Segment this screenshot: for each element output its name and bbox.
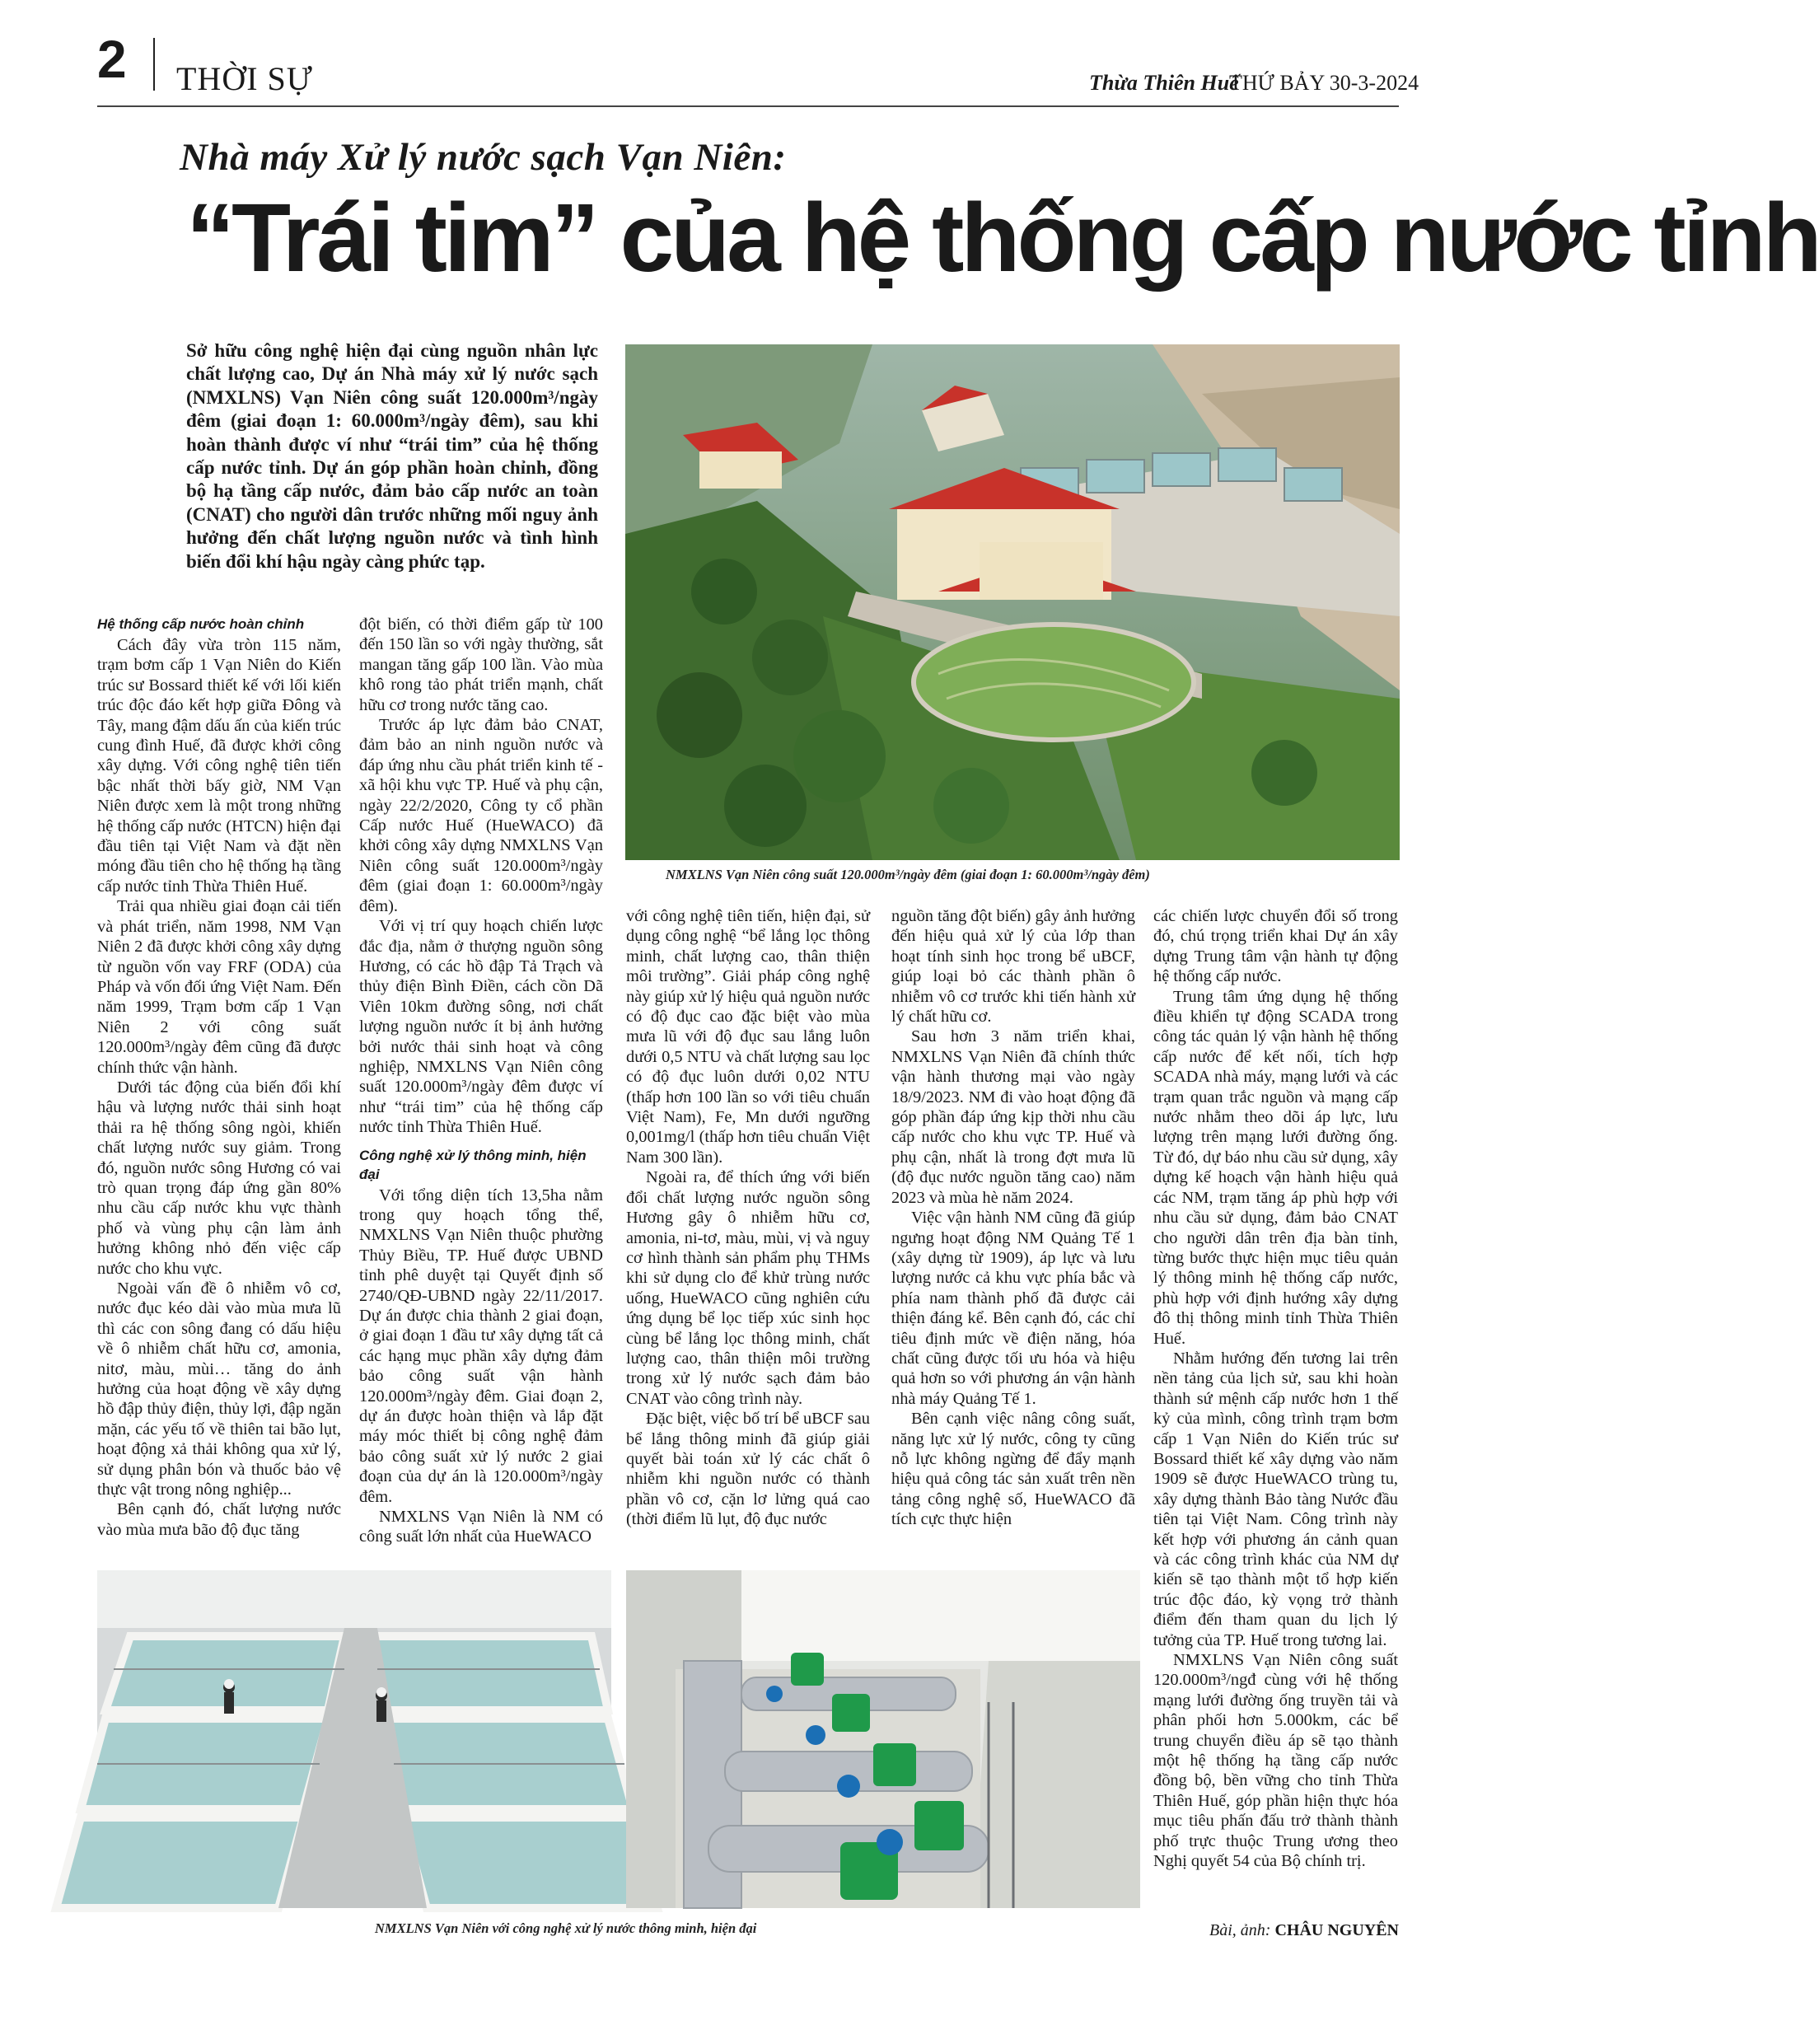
subheading-smart-technology: Công nghệ xử lý thông minh, hiện đại [359, 1147, 587, 1182]
byline [1209, 1921, 1399, 1940]
header-rule [97, 105, 1399, 107]
article-column-5 [1153, 906, 1398, 1872]
header-divider [153, 38, 155, 91]
paragraph: nguồn tăng đột biến) gây ảnh hưởng đến hiệu quả xử lý của lớp than hoạt tính sinh học trong bể uBCF, giúp loại bỏ các thành phần ô nhiễm vô cơ trước khi tiến hành xử lý chất hữu cơ. [891, 907, 1135, 1027]
pump-room-illustration [626, 1570, 1140, 1908]
paragraph: đột biến, có thời điểm gấp từ 100 đến 150 lần so với ngày thường, sắt mangan tăng gấp 100 lần. Vào mùa khô rong tảo phát triển mạnh, chất hữu cơ trong nước tăng cao. [359, 615, 603, 714]
byline-prefix: Bài, ảnh: [1209, 1921, 1271, 1939]
paragraph: Cách đây vừa tròn 115 năm, trạm bơm cấp 1 Vạn Niên do Kiến trúc sư Bossard thiết kế với lối kiến trúc độc đáo kết hợp giữa Đông và Tây, mang đậm dấu ấn của kiến trúc cung đình Huế, đã được khởi công xây dựng. Với công nghệ tiên tiến bậc nhất thời bấy giờ, NM Vạn Niên được xem là một trong những hệ thống cấp nước (HTCN) hiện đại đầu tiên tại Việt Nam và đặt nền móng đầu tiên cho hệ thống hạ tầng cấp nước tỉnh Thừa Thiên Huế. [97, 636, 341, 896]
paragraph: Với tổng diện tích 13,5ha nằm trong quy hoạch tổng thể, NMXLNS Vạn Niên thuộc phường Thủy Biều, TP. Huế được UBND tỉnh phê duyệt tại Quyết định số 2740/QĐ-UBND ngày 22/11/2017. Dự án được chia thành 2 giai đoạn, ở giai đoạn 1 đầu tư xây dựng tất cả các hạng mục phần xây dựng đảm bảo công suất vận hành 120.000m³/ngày đêm. Giai đoạn 2, dự án được hoàn thiện và lắp đặt máy móc thiết bị công nghệ đảm bảo công suất xử lý nước 2 giai đoạn của dự án là 120.000m³/ngày đêm. [359, 1186, 603, 1506]
paragraph: Trước áp lực đảm bảo CNAT, đảm bảo an ninh nguồn nước và đáp ứng nhu cầu phát triển kinh tế - xã hội khu vực TP. Huế và phụ cận, ngày 22/2/2020, Công ty cổ phần Cấp nước Huế (HueWACO) đã khởi công xây dựng NMXLNS Vạn Niên công suất 120.000m³/ngày đêm (giai đoạn 1: 60.000m³/ngày đêm). [359, 716, 603, 915]
hero-photo-caption: NMXLNS Vạn Niên công suất 120.000m³/ngày đêm (giai đoạn 1: 60.000m³/ngày đêm) [666, 867, 1150, 882]
article-column-2 [359, 615, 603, 1547]
paragraph: các chiến lược chuyển đổi số trong đó, chú trọng triển khai Dự án xây dựng Trung tâm vận hành tự động hệ thống cấp nước. [1153, 907, 1398, 986]
photo-filtration-tanks [97, 1570, 611, 1908]
paragraph: Sau hơn 3 năm triển khai, NMXLNS Vạn Niên đã chính thức vận hành thương mại vào ngày 18/9/2023. NM đi vào hoạt động đã góp phần đáp ứng kịp thời nhu cầu cấp nước cho khu vực TP. Huế và phụ cận, nhất là trong đợt mưa lũ (độ đục nước nguồn tăng cao) năm 2023 và mùa hè năm 2024. [891, 1027, 1135, 1207]
article-column-3 [626, 906, 870, 1530]
paragraph: Với vị trí quy hoạch chiến lược đắc địa, nằm ở thượng nguồn sông Hương, có các hồ đập Tả Trạch và thủy điện Bình Điền, cách cồn Dã Viên 10km đường sông, nơi chất lượng nguồn nước ít bị ảnh hưởng bởi nước thải sinh hoạt và công nghiệp, NMXLNS Vạn Niên công suất 120.000m³/ngày đêm được ví như “trái tim” của hệ thống cấp nước tỉnh Thừa Thiên Huế. [359, 917, 603, 1137]
article-column-4 [891, 906, 1135, 1530]
article-column-1 [97, 615, 341, 1540]
article-headline: “Trái tim” của hệ thống cấp nước tỉnh [186, 184, 1819, 292]
paragraph: Nhằm hướng đến tương lai trên nền tảng của lịch sử, sau khi hoàn thành sứ mệnh cấp nước hơn 1 thế kỷ của mình, công trình trạm bơm cấp 1 Vạn Niên do Kiến trúc sư Bossard thiết kế xây dựng vào năm 1909 sẽ được HueWACO trùng tu, xây dựng thành Bảo tàng Nước đầu tiên tại Việt Nam. Công trình này kết hợp với phương án cảnh quan và các công trình khác của NM dự kiến sẽ tạo thành một tổ hợp kiến trúc độc đáo, kỳ vọng trở thành điểm đến tham quan du lịch lý tưởng của TP. Huế trong tương lai. [1153, 1349, 1398, 1649]
page-number: 2 [97, 30, 127, 89]
section-label: THỜI SỰ [176, 60, 313, 97]
paragraph: Trung tâm ứng dụng hệ thống điều khiển tự động SCADA trong công tác quản lý vận hành hệ thống cấp nước để kết nối, tích hợp SCADA nhà máy, mạng lưới và các trạm quan trắc nguồn và mạng cấp nước nhằm theo dõi áp lực, lưu lượng trên mạng lưới đường ống. Từ đó, dự báo nhu cầu sử dụng, xây dựng kế hoạch vận hành hiệu quả các NM, trạm tăng áp phù hợp với nhu cầu sử dụng, đảm bảo CNAT cho người dân trên địa bàn tỉnh, từng bước thực hiện mục tiêu quản lý thông minh hệ thống cấp nước, phù hợp với định hướng xây dựng đô thị thông minh tỉnh Thừa Thiên Huế. [1153, 987, 1398, 1348]
aerial-illustration [625, 344, 1400, 860]
byline-author: CHÂU NGUYÊN [1274, 1921, 1399, 1939]
lead-text: Sở hữu công nghệ hiện đại cùng nguồn nhân lực chất lượng cao, Dự án Nhà máy xử lý nước sạch (NMXLNS) Vạn Niên công suất 120.000m³/ngày đêm (giai đoạn 1: 60.000m³/ngày đêm), sau khi hoàn thành được ví như “trái tim” của hệ thống cấp nước tỉnh. Dự án góp phần hoàn chỉnh, đồng bộ hạ tầng cấp nước, đảm bảo cấp nước an toàn (CNAT) cho người dân trước những mối nguy ảnh hưởng đến chất lượng nguồn nước và tình hình biến đổi khí hậu ngày càng phức tạp. [186, 340, 598, 572]
paragraph: NMXLNS Vạn Niên là NM có công suất lớn nhất của HueWACO [359, 1508, 603, 1546]
bottom-photos-caption: NMXLNS Vạn Niên với công nghệ xử lý nước thông minh, hiện đại [375, 1920, 757, 1936]
hero-photo-water-plant-aerial [625, 344, 1400, 860]
subheading-complete-system: Hệ thống cấp nước hoàn chỉnh [97, 616, 305, 632]
paragraph: Dưới tác động của biến đổi khí hậu và lượng nước thải sinh hoạt thải ra hệ thống sông ngòi, khiến chất lượng nước suy giảm. Trong đó, nguồn nước sông Hương có vai trò quan trọng đáp ứng gần 80% nhu cầu cấp nước khu vực thành phố và vùng phụ cận làm ảnh hưởng không nhỏ đến việc cấp nước cho khu vực. [97, 1078, 341, 1278]
paragraph: Ngoài vấn đề ô nhiễm vô cơ, nước đục kéo dài vào mùa mưa lũ thì các con sông đang có dấu hiệu về ô nhiễm chất hữu cơ, amonia, nitơ, màu, mùi… tăng do ảnh hưởng của hoạt động về xây dựng hồ đập thủy điện, thủy lợi, đập ngăn mặn, các yếu tố về thiên tai bão lụt, hoạt động xả thải không qua xử lý, sử dụng phân bón và thuốc bảo vệ thực vật trong nông nghiệp... [97, 1279, 341, 1499]
paragraph: Bên cạnh đó, chất lượng nước vào mùa mưa bão độ đục tăng [97, 1500, 341, 1539]
paragraph: với công nghệ tiên tiến, hiện đại, sử dụng công nghệ “bể lắng lọc thông minh, chất lượng cao, thân thiện môi trường”. Giải pháp công nghệ này giúp xử lý hiệu quả nguồn nước có độ đục cao đặc biệt vào mùa mưa lũ với độ đục sau lắng luôn dưới 0,5 NTU và chất lượng sau lọc có độ đục luôn dưới 0,02 NTU (thấp hơn 100 lần so với tiêu chuẩn Việt Nam), Fe, Mn dưới ngưỡng 0,001mg/l (thấp hơn tiêu chuẩn Việt Nam 300 lần). [626, 907, 870, 1167]
paragraph: NMXLNS Vạn Niên công suất 120.000m³/ngđ cùng với hệ thống mạng lưới đường ống truyền tải và phân phối hơn 5.000km, các bể trung chuyển điều áp sẽ tạo thành một hệ thống hạ tầng cấp nước đồng bộ, bền vững cho tỉnh Thừa Thiên Huế, góp phần hiện thực hóa mục tiêu phấn đấu trở thành thành phố trực thuộc Trung ương theo Nghị quyết 54 của Bộ chính trị. [1153, 1651, 1398, 1871]
article-kicker: Nhà máy Xử lý nước sạch Vạn Niên: [180, 136, 787, 179]
photo-pump-room [626, 1570, 1140, 1908]
filtration-tanks-illustration [97, 1570, 611, 1908]
paragraph: Bên cạnh việc nâng công suất, năng lực xử lý nước, công ty cũng nỗ lực không ngừng để đẩy mạnh hiệu quả công tác sản xuất trên nền tảng công nghệ số, HueWACO đã tích cực thực hiện [891, 1410, 1135, 1529]
newspaper-name: Thừa Thiên Huế [1089, 71, 1239, 95]
paragraph: Đặc biệt, việc bố trí bể uBCF sau bể lắng thông minh đã giúp giải quyết bài toán xử lý các chất ô nhiễm khi nguồn nước có thành phần vô cơ, cặn lơ lửng quá cao (thời điểm lũ lụt, độ đục nước [626, 1410, 870, 1529]
paragraph: Việc vận hành NM cũng đã giúp ngưng hoạt động NM Quảng Tế 1 (xây dựng từ 1909), áp lực và lưu lượng nước cả khu vực phía bắc và phía nam thành phố đã được cải thiện đáng kể. Bên cạnh đó, các chỉ tiêu định mức về điện năng, hóa chất cũng được tối ưu hóa và hiệu quả hơn so với phương án vận hành nhà máy Quảng Tế 1. [891, 1209, 1135, 1408]
issue-date: THỨ BẢY 30-3-2024 [1229, 71, 1419, 95]
article-lead [186, 339, 598, 573]
paragraph: Ngoài ra, để thích ứng với biến đổi chất lượng nước nguồn sông Hương gây ô nhiễm hữu cơ, amonia, ni-tơ, màu, mùi, vị và nguy cơ hình thành sản phẩm phụ THMs khi sử dụng clo để khử trùng nước uống, HueWACO cũng nghiên cứu ứng dụng bể lọc tiếp xúc sinh học cùng bể lắng lọc thông minh, chất lượng cao, thân thiện môi trường trong xử lý nước sạch đảm bảo CNAT vào công trình này. [626, 1168, 870, 1408]
paragraph: Trải qua nhiều giai đoạn cải tiến và phát triển, năm 1998, NM Vạn Niên 2 đã được khởi công xây dựng từ nguồn vốn vay FRF (ODA) của Pháp và vốn đối ứng Việt Nam. Đến năm 1999, Trạm bơm cấp 1 Vạn Niên 2 với công suất 120.000m³/ngày đêm cũng đã được chính thức vận hành. [97, 897, 342, 1077]
